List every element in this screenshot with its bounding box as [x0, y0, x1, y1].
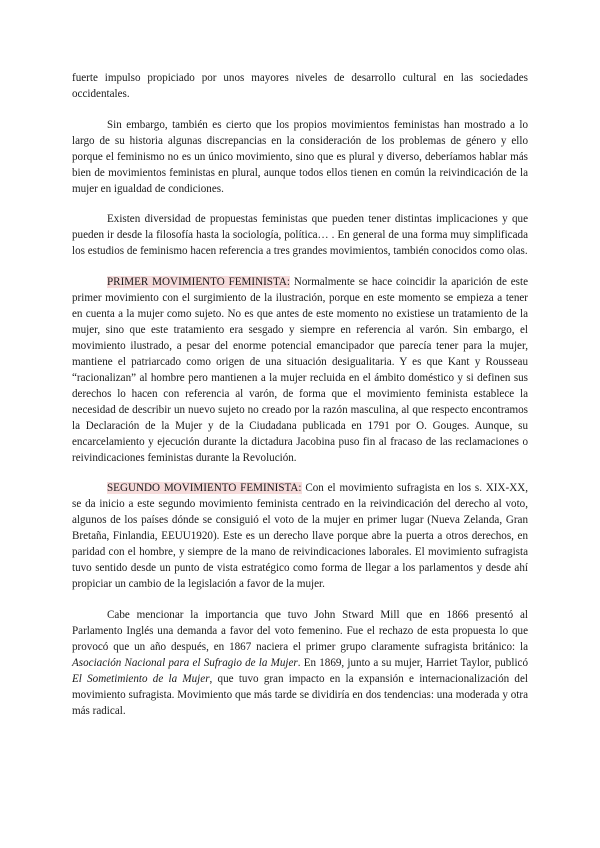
first-movement-body: Normalmente se hace coincidir la aparición de este primer movimiento con el surgimiento de la ilustración, porque en este momento se empieza a tener en cuenta a la mujer como sujeto. No es que antes de este momento no existiese un tratamiento de la mujer, sino que este tratamiento era sesgado y siempre en referencia al varón. Sin embargo, el movimiento ilustrado, a pesar del enorme potencial emancipador que parecía tener para la mujer, mantiene el patriarcado como origen de una situación desigualitaria. Y es que Kant y Rousseau “racionalizan” al hombre pero mantienen a la mujer recluida en el ámbito doméstico y si definen sus derechos lo hacen con referencia al varón, de forma que el movimiento feminista establece la necesidad de describir un nuevo sujeto no creado por la razón masculina, al que respecto encontramos la Declaración de la Mujer y de la Ciudadana publicada en 1791 por O. Gouges. Aunque, su encarcelamiento y ejecución durante la dictadura Jacobina puso fin al fracaso de las reclamaciones o reivindicaciones feministas durante la Revolución. — [72, 275, 528, 464]
paragraph-intro: fuerte impulso propiciado por unos mayores niveles de desarrollo cultural en las sociedades occidentales. — [72, 72, 528, 100]
heading-first-movement: PRIMER MOVIMIENTO FEMINISTA: — [107, 275, 290, 288]
second-movement-body: Con el movimiento sufragista en los s. XIX-XX, se da inicio a este segundo movimiento feminista centrado en la reivindicación del derecho al voto, algunos de los países dónde se consiguió el voto de la mujer en primer lugar (Nueva Zelanda, Gran Bretaña, Finlandia, EEUU1920). Este es un derecho llave porque abre la puerta a otros derechos, en paridad con el hombre, y siempre de la mano de reivindicaciones laborales. El movimiento sufragista tuvo sentido desde un punto de vista estratégico como forma de llegar a los parlamentos y desde ahí propiciar un cambio de la legislación a favor de la mujer. — [72, 482, 528, 590]
mill-text-c: , que tuvo gran impacto en la expansión e internacionalización del movimiento sufragista. Movimiento que más tarde se dividiría en dos tendencias: una moderada y otra más radical. — [72, 672, 528, 717]
paragraph-first-movement — [72, 274, 528, 466]
mill-text-b: . En 1869, junto a su mujer, Harriet Taylor, publicó — [297, 656, 528, 669]
paragraph-mill — [72, 607, 528, 719]
paragraph-second-movement — [72, 480, 528, 592]
paragraph-discrepancies: Sin embargo, también es cierto que los propios movimientos feministas han mostrado a lo largo de su historia algunas discrepancias en la consideración de los problemas de género y ello porque el feminismo no es un único movimiento, sino que es plural y diverso, deberíamos hablar más bien de movimientos feministas en plural, aunque todos ellos tienen en común la reivindicación de la mujer en igualdad de condiciones. — [72, 118, 528, 195]
mill-text-a: Cabe mencionar la importancia que tuvo John Stward Mill que en 1866 presentó al Parlamento Inglés una demanda a favor del voto femenino. Fue el rechazo de esta propuesta lo que provocó que un año después, en 1867 naciera el primer grupo claramente sufragista británico: la — [72, 608, 528, 653]
heading-second-movement: SEGUNDO MOVIMIENTO FEMINISTA: — [107, 482, 302, 494]
paragraph-proposals: Existen diversidad de propuestas feministas que pueden tener distintas implicaciones y que pueden ir desde la filosofía hasta la sociología, política… . En general de una forma muy simplificada los estudios de feminismo hacen referencia a tres grandes movimientos, también conocidos como olas. — [72, 213, 528, 257]
mill-association-title: Asociación Nacional para el Sufragio de la Mujer — [72, 656, 298, 669]
mill-book-title: El Sometimiento de la Mujer — [72, 672, 210, 685]
